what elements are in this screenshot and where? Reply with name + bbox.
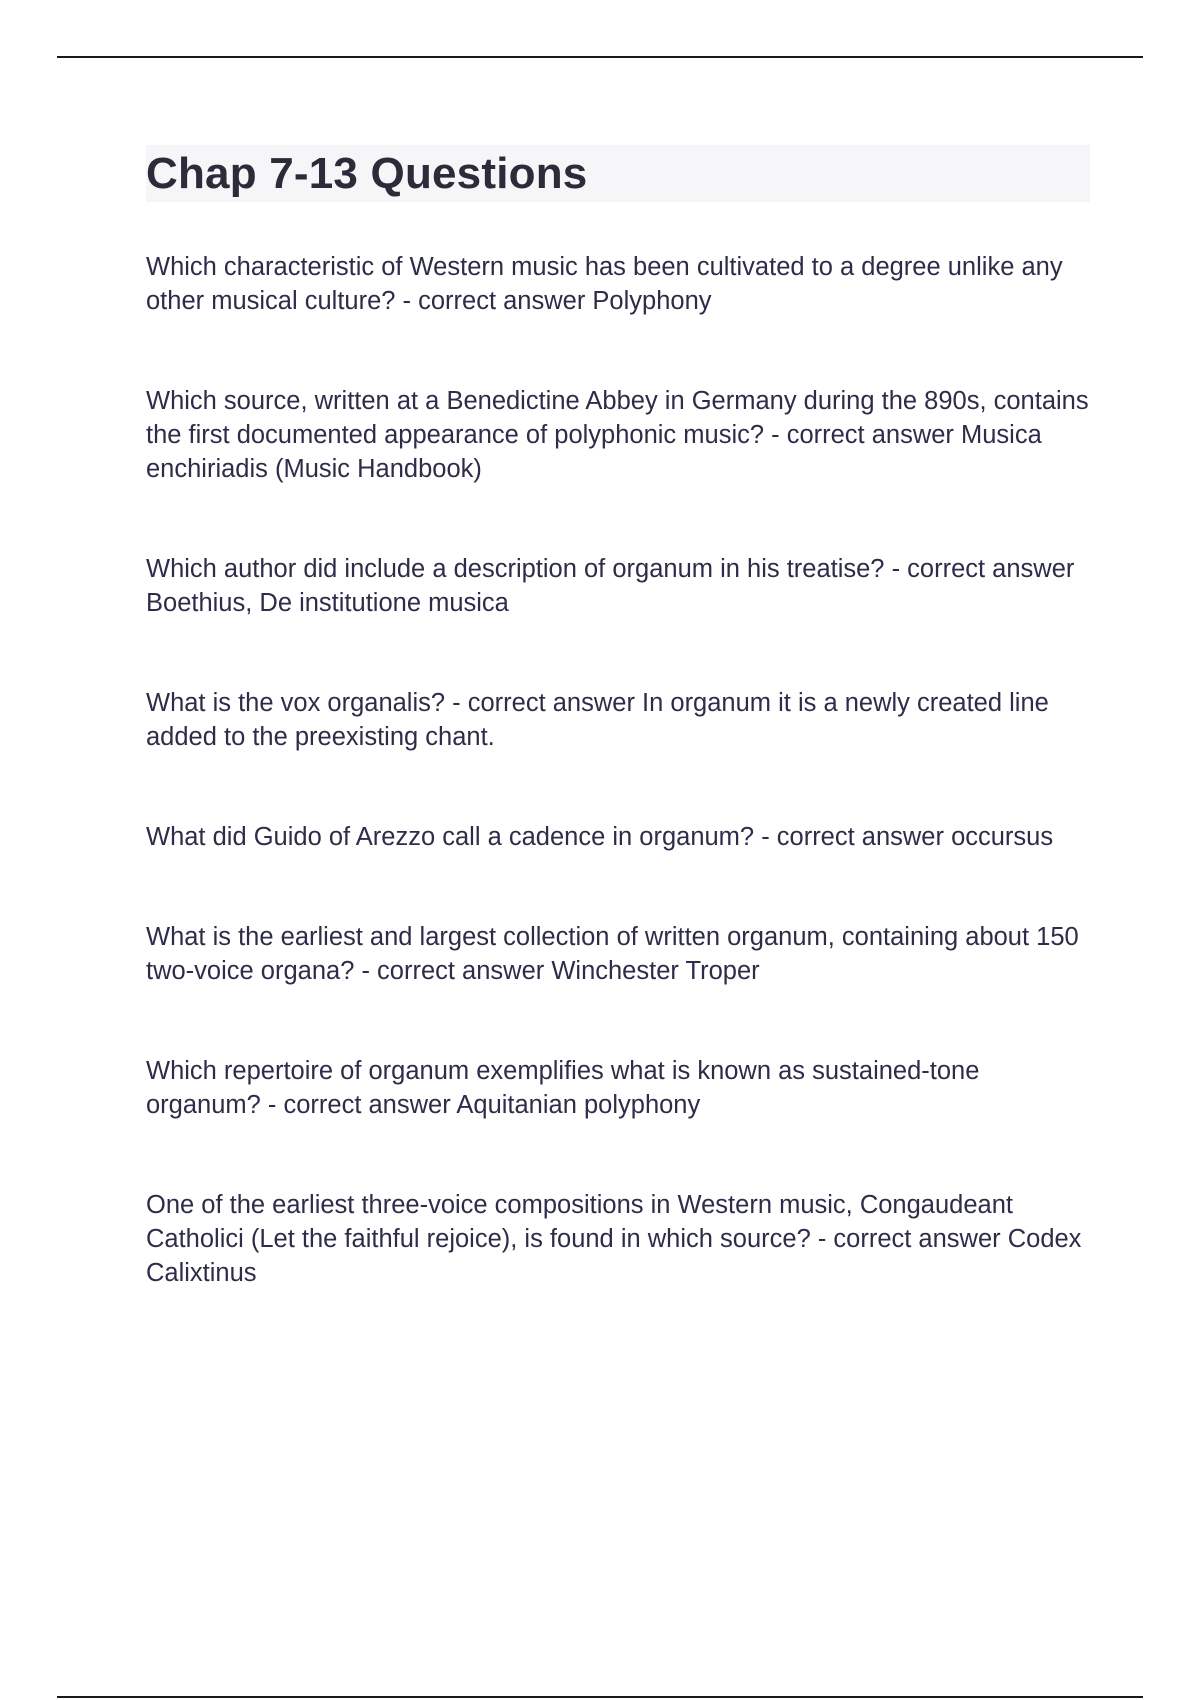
header-rule (57, 56, 1143, 58)
qa-item-4: What is the vox organalis? - correct answer In organum it is a newly created line added to the preexisting chant. (146, 689, 1049, 751)
page-title: Chap 7-13 Questions (146, 148, 588, 198)
qa-item-6: What is the earliest and largest collection of written organum, containing about 150 two-voice organa? - correct answer Winchester Troper (146, 923, 1079, 985)
qa-item-5: What did Guido of Arezzo call a cadence in organum? - correct answer occursus (146, 823, 1054, 851)
qa-item-1: Which characteristic of Western music has been cultivated to a degree unlike any other musical culture? - correct answer Polyphony (146, 253, 1063, 315)
footer-rule (57, 1696, 1143, 1698)
document-body (146, 145, 1090, 1356)
qa-item-7: Which repertoire of organum exemplifies what is known as sustained-tone organum? - correct answer Aquitanian polyphony (146, 1057, 980, 1119)
qa-item-3: Which author did include a description of organum in his treatise? - correct answer Boethius, De institutione musica (146, 555, 1075, 617)
qa-item-2: Which source, written at a Benedictine Abbey in Germany during the 890s, contains the first documented appearance of polyphonic music? - correct answer Musica enchiriadis (Music Handbook) (146, 387, 1089, 483)
title-band (146, 145, 1090, 202)
qa-item-8: One of the earliest three-voice compositions in Western music, Congaudeant Catholici (Let the faithful rejoice), is found in which source? - correct answer Codex Calixtinus (146, 1191, 1082, 1287)
